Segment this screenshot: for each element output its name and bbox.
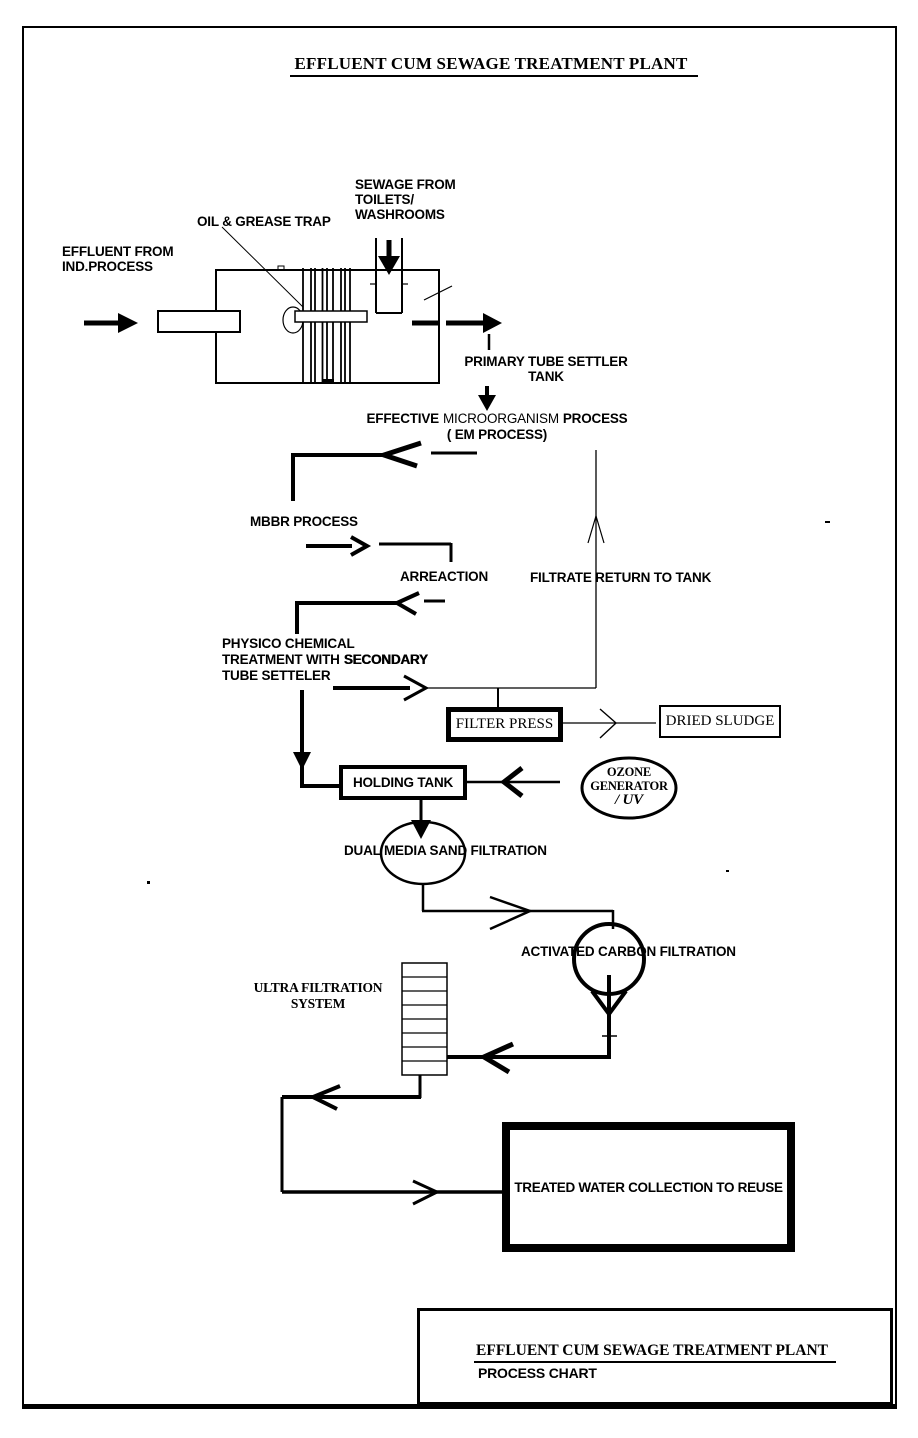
label-sewage-source: SEWAGE FROM TOILETS/ WASHROOMS (355, 177, 456, 222)
arrow-primary-to-em (478, 386, 496, 411)
arrowhead (490, 897, 530, 929)
treated-water-box: TREATED WATER COLLECTION TO REUSE (502, 1122, 795, 1252)
label-physico-chemical: PHYSICO CHEMICAL TREATMENT WITH SECONDARY TUBE SETTELER (222, 636, 428, 683)
stray-marks (147, 521, 830, 884)
filtrate-return-line (588, 450, 604, 688)
uf-membrane-stack (402, 963, 447, 1075)
arrow-ozone-to-holding (467, 768, 560, 796)
label-leader-line (222, 227, 303, 307)
label-activated-carbon: ACTIVATED CARBON FILTRATION (521, 944, 736, 959)
arrowhead (293, 752, 311, 770)
label-dual-media: DUAL MEDIA SAND FILTRATION (344, 843, 547, 858)
arrowhead (478, 395, 496, 411)
arrow-mbbr-to-arreaction (306, 537, 451, 562)
trap-cross-pipe (295, 311, 367, 322)
label-filtrate-return: FILTRATE RETURN TO TANK (530, 570, 712, 585)
label-em-process: EFFECTIVE MICROORGANISM PROCESS ( EM PROCESS) (366, 411, 628, 442)
page-title (290, 54, 698, 77)
holding-tank-box: HOLDING TANK (339, 765, 467, 800)
label-arreaction: ARREACTION (400, 569, 488, 584)
arrow-to-treated-water (282, 1181, 502, 1204)
arrow-holding-to-sand (411, 799, 431, 839)
arrowhead (118, 313, 138, 333)
arrowhead (378, 256, 400, 275)
arrow-em-to-mbbr (293, 443, 477, 501)
inlet-pipe (158, 311, 240, 332)
label-ultra-filtration: ULTRA FILTRATION SYSTEM (253, 980, 383, 1011)
page-title-text: EFFLUENT CUM SEWAGE TREATMENT PLANT (290, 54, 697, 77)
arrow-filterpress-to-sludge (562, 709, 656, 738)
label-ozone-generator: OZONE GENERATOR / UV (590, 765, 668, 808)
trap-baffles (303, 268, 350, 384)
baffle-foot (322, 379, 334, 384)
arrowhead (384, 443, 421, 466)
footer-box (417, 1308, 893, 1405)
arrowhead (351, 537, 367, 555)
label-oil-grease-trap: OIL & GREASE TRAP (197, 214, 331, 229)
dried-sludge-box: DRIED SLUDGE (659, 705, 781, 738)
arrowhead (483, 313, 502, 333)
arrowhead (397, 593, 419, 614)
label-mbbr: MBBR PROCESS (250, 514, 358, 529)
arrow-uf-out (282, 1086, 421, 1192)
arrow-arreaction-to-physico (297, 593, 445, 634)
footer-subtitle: PROCESS CHART (478, 1365, 597, 1381)
label-primary-settler: PRIMARY TUBE SETTLER TANK (464, 354, 628, 384)
label-effluent-source: EFFLUENT FROM IND.PROCESS (62, 244, 174, 274)
oil-grease-trap-tank (158, 227, 452, 384)
filter-press-box: FILTER PRESS (446, 707, 563, 742)
arrow-sand-to-carbon (422, 884, 613, 929)
arrow-effluent-in (84, 313, 138, 333)
arrow-carbon-to-uf (420, 975, 626, 1098)
arrow-physico-to-holding (293, 690, 340, 786)
arrow-tank-out (412, 313, 502, 350)
footer-title: EFFLUENT CUM SEWAGE TREATMENT PLANT (474, 1342, 836, 1363)
